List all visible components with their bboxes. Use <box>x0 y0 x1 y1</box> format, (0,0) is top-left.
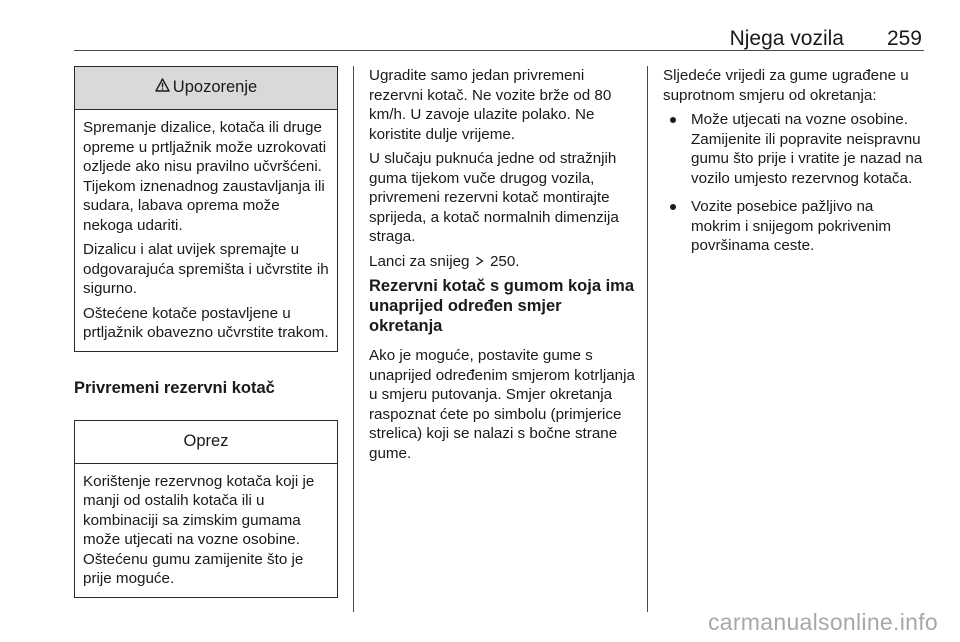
column-middle <box>369 66 637 468</box>
list-item-text: Može utjecati na vozne osobine. Zamijenite ili popravite neispravnu gumu što prije i vratite je nazad na vozilo umjesto rezervnog kotača. <box>691 111 923 187</box>
page-number: 259 <box>886 27 922 50</box>
warning-body <box>75 110 337 351</box>
warning-paragraph: Spremanje dizalice, kotača ili druge opreme u prtljažnik može uzrokovati ozljede ako nisu pravilno učvršćeni. Tijekom iznenadnog zaustavljanja ili sudara, labava oprema može nekoga udariti. <box>83 119 327 234</box>
warning-box-header <box>75 67 337 110</box>
body-paragraph: Sljedeće vrijedi za gume ugrađene u suprotnom smjeru od okretanja: <box>663 67 909 104</box>
bullet-icon <box>670 204 676 210</box>
watermark: carmanualsonline.info <box>707 609 938 635</box>
list-item <box>663 110 927 188</box>
body-paragraph: Ugradite samo jedan privremeni rezervni kotač. Ne vozite brže od 80 km/h. U zavoje ulazite polako. Ne koristite dulje vrijeme. <box>369 67 612 143</box>
caution-body <box>75 464 337 597</box>
snow-chains-page-ref[interactable]: 250. <box>489 252 520 270</box>
column-divider <box>647 66 648 612</box>
caution-box <box>74 420 338 598</box>
column-right <box>663 66 927 265</box>
warning-title: Upozorenje <box>172 78 258 97</box>
chapter-title: Njega vozila <box>729 27 844 50</box>
bullet-list <box>663 110 927 256</box>
caution-box-header <box>75 421 337 464</box>
section-title-directional-spare: Rezervni kotač s gumom koja ima unaprijed određen smjer okretanja <box>369 277 635 335</box>
warning-triangle-icon <box>155 78 170 98</box>
list-item-text: Vozite posebice pažljivo na mokrim i snijegom pokrivenim površinama ceste. <box>691 198 892 254</box>
body-paragraph: Ako je moguće, postavite gume s unaprijed određenim smjerom kotrljanja u smjeru putovanja. Smjer okretanja raspoznat ćete po simbolu (primjerice strelica) koji se nalazi s bočne strane gume. <box>369 347 635 462</box>
column-left <box>74 66 338 598</box>
warning-paragraph: Dizalicu i alat uvijek spremajte u odgovarajuća spremišta i učvrstite ih sigurno. <box>83 241 329 297</box>
snow-chains-reference <box>369 252 637 272</box>
list-item <box>663 197 927 256</box>
column-divider <box>353 66 354 612</box>
page-header <box>74 28 924 51</box>
warning-box <box>74 66 338 352</box>
page-reference-arrow-icon <box>475 252 484 262</box>
section-title-temporary-spare: Privremeni rezervni kotač <box>74 378 275 397</box>
caution-paragraph: Korištenje rezervnog kotača koji je manji od ostalih kotača ili u kombinaciji sa zimskim gumama može utjecati na vozne osobine. Oštećenu gumu zamijenite što je prije moguće. <box>83 472 315 587</box>
bullet-icon <box>670 117 676 123</box>
snow-chains-text: Lanci za snijeg <box>369 252 470 270</box>
caution-title: Oprez <box>183 431 229 450</box>
warning-paragraph: Oštećene kotače postavljene u prtljažnik obavezno učvrstite trakom. <box>83 304 329 341</box>
body-paragraph: U slučaju puknuća jedne od stražnjih guma tijekom vuče drugog vozila, privremeni rezervni kotač montirajte sprijeda, a kotač normalnih dimenzija straga. <box>369 150 619 245</box>
